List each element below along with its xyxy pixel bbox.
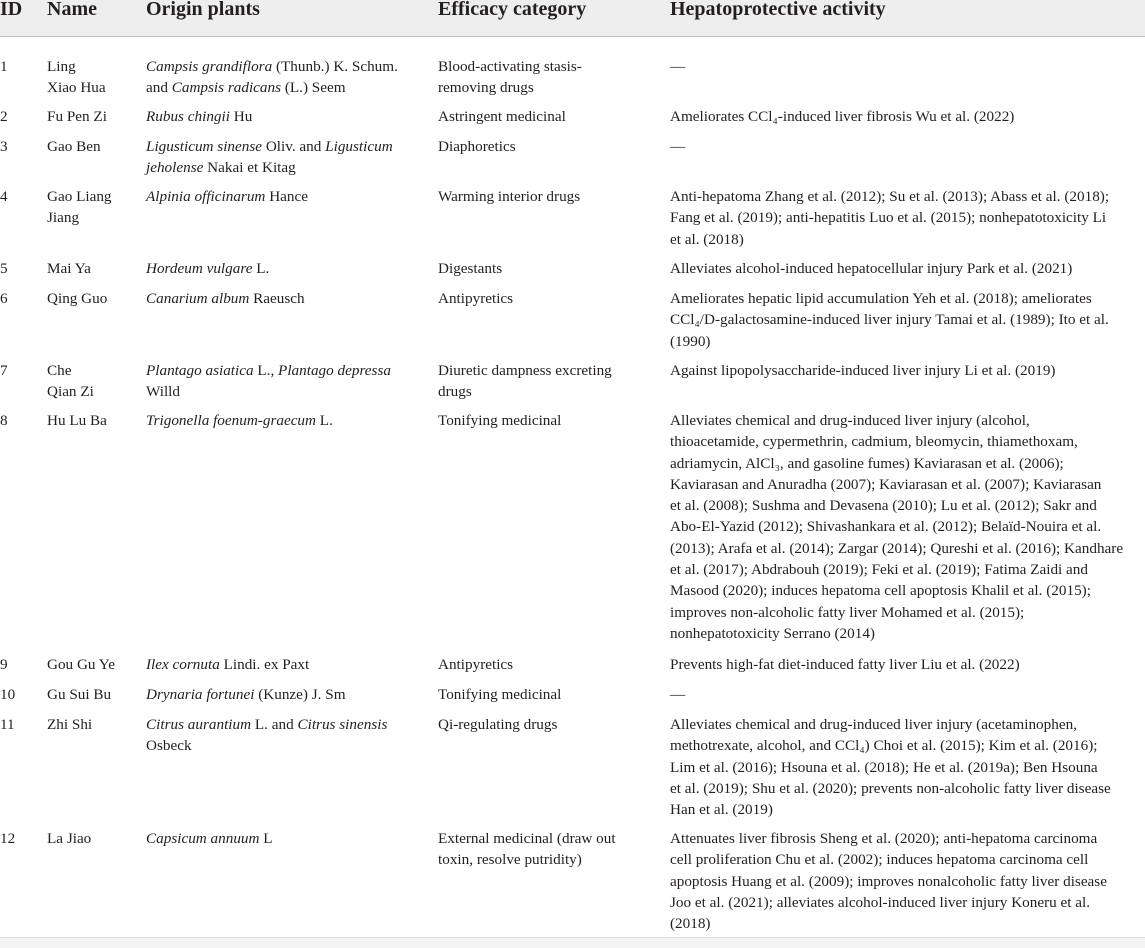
efficacy-line: Blood-activating stasis- xyxy=(438,58,582,75)
header-name: Name xyxy=(47,0,97,20)
efficacy-line: drugs xyxy=(438,383,472,401)
activity-line: — xyxy=(670,58,686,75)
activity-line: (2018) xyxy=(670,915,711,933)
plant-species-name: Ligusticum sinense xyxy=(146,138,263,155)
plant-line xyxy=(146,381,391,402)
cell-origin-plants xyxy=(146,258,269,279)
name-line: Qing Guo xyxy=(47,290,108,307)
plant-species-name: Ligusticum xyxy=(325,138,393,155)
cell-name xyxy=(47,654,115,675)
header-divider xyxy=(0,36,1145,37)
plant-species-name: Citrus aurantium xyxy=(146,716,252,733)
activity-line: Alleviates alcohol-induced hepatocellular injury Park et al. (2021) xyxy=(670,260,1073,277)
cell-efficacy-category xyxy=(438,654,513,675)
efficacy-line: Tonifying medicinal xyxy=(438,686,562,703)
cell-id: 11 xyxy=(0,716,15,733)
name-line: Xiao Hua xyxy=(47,79,106,97)
plant-species-name: Capsicum annuum xyxy=(146,830,260,847)
activity-line: Han et al. (2019) xyxy=(670,801,773,819)
plant-line xyxy=(146,360,391,381)
plant-line xyxy=(146,735,387,756)
cell-hepatoprotective-activity xyxy=(670,360,1055,381)
efficacy-line: Tonifying medicinal xyxy=(438,412,562,429)
plant-text: Hance xyxy=(265,188,308,205)
cell-hepatoprotective-activity xyxy=(670,106,1014,127)
cell-name xyxy=(47,106,107,127)
cell-origin-plants xyxy=(146,288,305,309)
efficacy-line: Diuretic dampness excreting xyxy=(438,362,612,379)
activity-line: CCl₄/D-galactosamine-induced liver injury Tamai et al. (1989); Ito et al. xyxy=(670,311,1109,329)
cell-efficacy-category xyxy=(438,56,582,99)
efficacy-line: removing drugs xyxy=(438,79,534,97)
activity-line: Abo-El-Yazid (2012); Shivashankara et al. (2012); Belaïd-Nouira et al. xyxy=(670,518,1102,536)
plant-line xyxy=(146,258,269,279)
activity-line: Ameliorates CCl₄-induced liver fibrosis Wu et al. (2022) xyxy=(670,108,1015,125)
cell-hepatoprotective-activity xyxy=(670,828,1107,934)
activity-line: — xyxy=(670,138,686,155)
efficacy-line: Antipyretics xyxy=(438,656,514,673)
cell-origin-plants xyxy=(146,360,391,403)
cell-name xyxy=(47,288,107,309)
cell-efficacy-category xyxy=(438,288,513,309)
plant-line xyxy=(146,77,398,98)
name-line: Gu Sui Bu xyxy=(47,686,112,703)
cell-id: 3 xyxy=(0,138,8,155)
plant-line xyxy=(146,684,346,705)
activity-line: Fang et al. (2019); anti-hepatitis Luo et al. (2015); nonhepatotoxicity Li xyxy=(670,209,1107,227)
plant-line xyxy=(146,654,309,675)
name-line: Qian Zi xyxy=(47,383,94,401)
cell-id: 5 xyxy=(0,260,8,277)
cell-hepatoprotective-activity xyxy=(670,258,1072,279)
cell-origin-plants xyxy=(146,654,309,675)
efficacy-line: Astringent medicinal xyxy=(438,108,566,125)
cell-origin-plants xyxy=(146,186,308,207)
plant-text: Nakai et Kitag xyxy=(203,159,296,177)
cell-name xyxy=(47,56,106,99)
name-line: Mai Ya xyxy=(47,260,91,277)
header-hepatoprotective-activity: Hepatoprotective activity xyxy=(670,0,886,20)
efficacy-line: Warming interior drugs xyxy=(438,188,581,205)
plant-text: L., xyxy=(253,362,279,379)
plant-text: Osbeck xyxy=(146,737,192,755)
name-line: Gao Ben xyxy=(47,138,101,155)
plant-species-name: Plantago depressa xyxy=(278,362,391,379)
name-line: La Jiao xyxy=(47,830,92,847)
cell-name xyxy=(47,186,112,229)
plant-species-name: Ilex cornuta xyxy=(146,656,220,673)
plant-species-name: Campsis grandiflora xyxy=(146,58,273,75)
plant-text: L. and xyxy=(251,716,298,733)
cell-name xyxy=(47,684,111,705)
plant-species-name: Alpinia officinarum xyxy=(146,188,266,205)
activity-line: et al. (2018) xyxy=(670,230,744,248)
activity-line: et al. (2019); Shu et al. (2020); prevents non-alcoholic fatty liver disease xyxy=(670,779,1111,797)
cell-origin-plants xyxy=(146,56,398,99)
plant-text: (Thunb.) K. Schum. xyxy=(272,58,398,75)
activity-line: Kaviarasan and Anuradha (2007); Kaviarasan et al. (2007); Kaviarasan xyxy=(670,475,1102,493)
header-origin-plants: Origin plants xyxy=(146,0,260,20)
efficacy-line: Digestants xyxy=(438,260,503,277)
plant-species-name: jeholense xyxy=(146,159,204,177)
plant-species-name: Campsis radicans xyxy=(171,79,282,97)
activity-line: Lim et al. (2016); Hsouna et al. (2018); He et al. (2019a); Ben Hsouna xyxy=(670,758,1098,776)
cell-efficacy-category xyxy=(438,828,616,871)
cell-hepatoprotective-activity xyxy=(670,186,1109,250)
cell-id: 9 xyxy=(0,656,8,673)
cell-id: 4 xyxy=(0,188,8,205)
plant-line xyxy=(146,106,252,127)
activity-line: Anti-hepatoma Zhang et al. (2012); Su et al. (2013); Abass et al. (2018); xyxy=(670,188,1110,205)
cell-name xyxy=(47,360,94,403)
name-line: Hu Lu Ba xyxy=(47,412,107,429)
table-header xyxy=(0,0,1145,36)
plant-text: L. xyxy=(252,260,270,277)
plant-text: Hu xyxy=(229,108,253,125)
cell-hepatoprotective-activity xyxy=(670,56,685,77)
cell-efficacy-category xyxy=(438,106,566,127)
cell-hepatoprotective-activity xyxy=(670,714,1111,820)
plant-text: Raeusch xyxy=(249,290,305,307)
plant-species-name: Drynaria fortunei xyxy=(146,686,255,703)
cell-name xyxy=(47,828,91,849)
plant-species-name: Hordeum vulgare xyxy=(146,260,253,277)
cell-name xyxy=(47,410,107,431)
activity-line: Alleviates chemical and drug-induced liver injury (alcohol, xyxy=(670,412,1030,429)
cell-id: 2 xyxy=(0,108,8,125)
efficacy-line: Qi-regulating drugs xyxy=(438,716,558,733)
activity-line: Masood (2020); induces hepatoma cell apoptosis Khalil et al. (2015); xyxy=(670,582,1091,600)
cell-efficacy-category xyxy=(438,684,561,705)
name-line: Fu Pen Zi xyxy=(47,108,107,125)
cell-efficacy-category xyxy=(438,186,580,207)
efficacy-line: Diaphoretics xyxy=(438,138,516,155)
plant-line xyxy=(146,56,398,77)
activity-line: nonhepatotoxicity Serrano (2014) xyxy=(670,624,875,642)
plant-species-name: Plantago asiatica xyxy=(146,362,254,379)
efficacy-line: toxin, resolve putridity) xyxy=(438,851,582,869)
cell-origin-plants xyxy=(146,684,346,705)
cell-id: 6 xyxy=(0,290,8,307)
plant-species-name: Citrus sinensis xyxy=(297,716,388,733)
activity-line: et al. (2017); Abdrabouh (2019); Feki et al. (2019); Fatima Zaidi and xyxy=(670,561,1088,579)
activity-line: methotrexate, alcohol, and CCl₄) Choi et al. (2015); Kim et al. (2016); xyxy=(670,737,1098,755)
plant-text: L xyxy=(259,830,273,847)
activity-line: — xyxy=(670,686,686,703)
plant-line xyxy=(146,410,333,431)
cell-origin-plants xyxy=(146,106,252,127)
plant-text: Willd xyxy=(146,383,180,401)
plant-line xyxy=(146,136,393,157)
plant-species-name: Trigonella foenum-graecum xyxy=(146,412,316,429)
activity-line: et al. (2008); Sushma and Devasena (2010); Lu et al. (2012); Sakr and xyxy=(670,497,1097,515)
plant-species-name: Canarium album xyxy=(146,290,250,307)
cell-id: 12 xyxy=(0,830,16,847)
activity-line: Against lipopolysaccharide-induced liver injury Li et al. (2019) xyxy=(670,362,1056,379)
cell-hepatoprotective-activity xyxy=(670,654,1020,675)
name-line: Gao Liang xyxy=(47,188,112,205)
name-line: Ling xyxy=(47,58,76,75)
cell-origin-plants xyxy=(146,714,387,757)
activity-line: Ameliorates hepatic lipid accumulation Yeh et al. (2018); ameliorates xyxy=(670,290,1092,307)
plant-text: Lindi. ex Paxt xyxy=(219,656,310,673)
cell-efficacy-category xyxy=(438,714,557,735)
activity-line: apoptosis Huang et al. (2009); improves nonalcoholic fatty liver disease xyxy=(670,872,1107,890)
cell-name xyxy=(47,136,101,157)
activity-line: (1990) xyxy=(670,332,711,350)
cell-origin-plants xyxy=(146,828,273,849)
cell-hepatoprotective-activity xyxy=(670,684,685,705)
cell-origin-plants xyxy=(146,410,333,431)
plant-line xyxy=(146,186,308,207)
cell-name xyxy=(47,714,92,735)
plant-line xyxy=(146,288,305,309)
cell-efficacy-category xyxy=(438,360,612,403)
cell-hepatoprotective-activity xyxy=(670,136,685,157)
cell-efficacy-category xyxy=(438,258,502,279)
activity-line: Alleviates chemical and drug-induced liver injury (acetaminophen, xyxy=(670,716,1077,733)
efficacy-line: External medicinal (draw out xyxy=(438,830,616,847)
activity-line: improves non-alcoholic fatty liver Mohamed et al. (2015); xyxy=(670,603,1025,621)
name-line: Zhi Shi xyxy=(47,716,93,733)
efficacy-line: Antipyretics xyxy=(438,290,514,307)
table-footer-band xyxy=(0,938,1145,948)
plant-text: (Kunze) J. Sm xyxy=(254,686,346,703)
plant-species-name: Rubus chingii xyxy=(146,108,230,125)
plant-text: and xyxy=(146,79,172,97)
header-id: ID xyxy=(0,0,23,20)
activity-line: thioacetamide, cypermethrin, cadmium, bleomycin, thiamethoxam, xyxy=(670,433,1078,451)
activity-line: cell proliferation Chu et al. (2002); induces hepatoma carcinoma cell xyxy=(670,851,1089,869)
cell-id: 7 xyxy=(0,362,8,379)
activity-line: Attenuates liver fibrosis Sheng et al. (2020); anti-hepatoma carcinoma xyxy=(670,830,1098,847)
cell-efficacy-category xyxy=(438,410,561,431)
plant-text: (L.) Seem xyxy=(281,79,346,97)
plant-line xyxy=(146,714,387,735)
name-line: Jiang xyxy=(47,209,80,227)
activity-line: (2013); Arafa et al. (2014); Zargar (2014); Qureshi et al. (2016); Kandhare xyxy=(670,539,1124,557)
cell-hepatoprotective-activity xyxy=(670,410,1123,644)
header-efficacy-category: Efficacy category xyxy=(438,0,587,20)
plant-text: L. xyxy=(316,412,333,429)
cell-id: 10 xyxy=(0,686,16,703)
plant-line xyxy=(146,157,393,178)
name-line: Gou Gu Ye xyxy=(47,656,115,673)
cell-efficacy-category xyxy=(438,136,516,157)
name-line: Che xyxy=(47,362,72,379)
cell-id: 1 xyxy=(0,58,8,75)
cell-origin-plants xyxy=(146,136,393,179)
plant-text: Oliv. and xyxy=(262,138,326,155)
cell-id: 8 xyxy=(0,412,8,429)
activity-line: adriamycin, AlCl₃, and gasoline fumes) Kaviarasan et al. (2006); xyxy=(670,454,1064,472)
activity-line: Joo et al. (2021); alleviates alcohol-induced liver injury Koneru et al. xyxy=(670,893,1091,911)
activity-line: Prevents high-fat diet-induced fatty liver Liu et al. (2022) xyxy=(670,656,1020,673)
cell-name xyxy=(47,258,91,279)
plant-line xyxy=(146,828,273,849)
cell-hepatoprotective-activity xyxy=(670,288,1109,352)
